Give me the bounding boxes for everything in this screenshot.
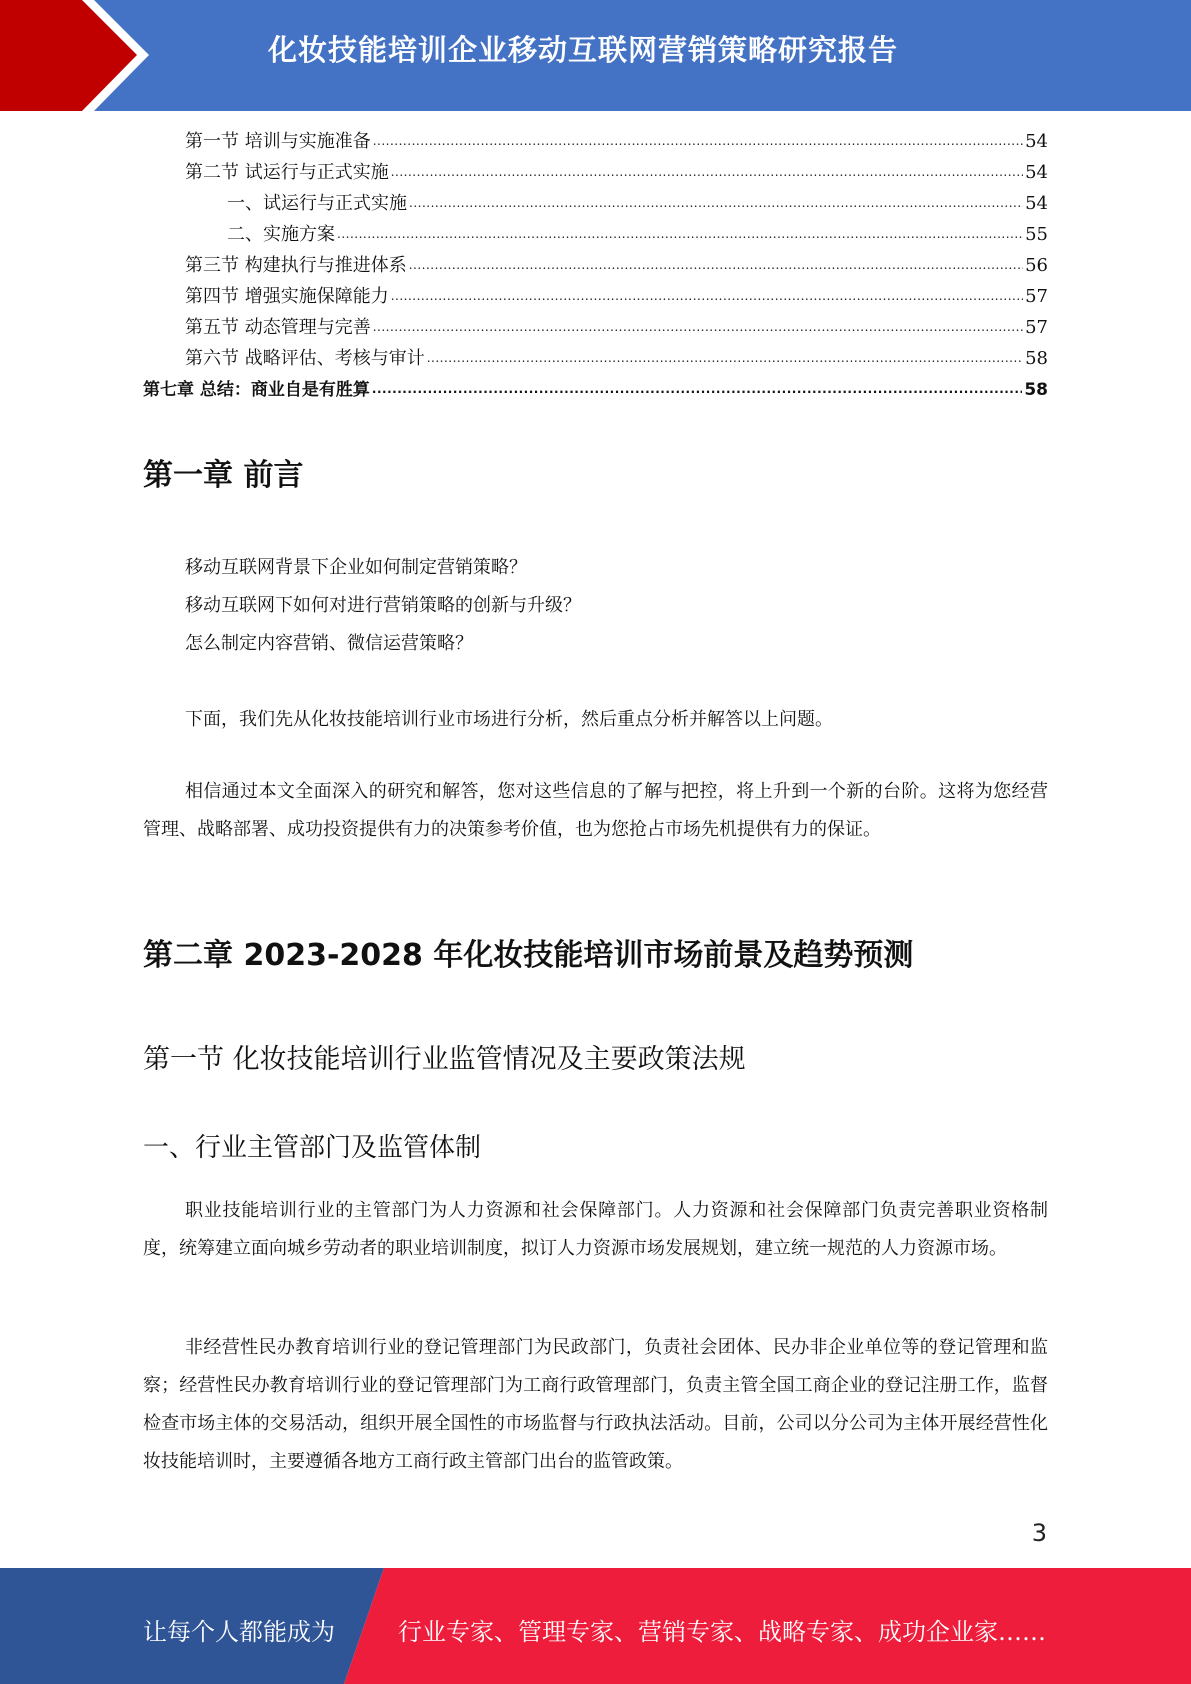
closing-paragraph: 相信通过本文全面深入的研究和解答，您对这些信息的了解与把控，将上升到一个新的台阶。这将为您经营管理、战略部署、成功投资提供有力的决策参考价值，也为您抢占市场先机提供有力的保证。 — [143, 781, 1048, 840]
paragraph-supervision-2: 非经营性民办教育培训行业的登记管理部门为民政部门，负责社会团体、民办非企业单位等的登记管理和监察；经营性民办教育培训行业的登记管理部门为工商行政管理部门，负责主管全国工商企业的登记注册工作，监督检查市场主体的交易活动，组织开展全国性的市场监督与行政执法活动。目前，公司以分公司为主体开展经营性化妆技能培训时，主要遵循各地方工商行政主管部门出台的监管政策。 — [143, 1337, 1048, 1472]
toc-dot-leader — [409, 255, 1023, 275]
toc-entry-page: 58 — [1024, 380, 1048, 400]
toc-entry[interactable] — [143, 313, 1048, 344]
toc-entry-label: 第三节 构建执行与推进体系 — [185, 255, 407, 276]
toc-dot-leader — [373, 317, 1023, 337]
toc-entry-page: 58 — [1025, 348, 1048, 369]
question-3: 怎么制定内容营销、微信运营策略？ — [185, 633, 473, 654]
toc-entry-label: 第五节 动态管理与完善 — [185, 317, 371, 338]
toc-entry-label: 第一节 培训与实施准备 — [185, 131, 371, 152]
toc-entry-label: 第六节 战略评估、考核与审计 — [185, 348, 425, 369]
chapter-2-title: 第二章 2023-2028 年化妆技能培训市场前景及趋势预测 — [143, 938, 914, 973]
intro-paragraph: 下面，我们先从化妆技能培训行业市场进行分析，然后重点分析并解答以上问题。 — [185, 709, 833, 730]
toc-entry[interactable] — [143, 158, 1048, 189]
toc-entry-page: 55 — [1025, 224, 1048, 245]
toc-entry-label: 第四节 增强实施保障能力 — [185, 286, 389, 307]
footer-band — [0, 1568, 1191, 1684]
question-1: 移动互联网背景下企业如何制定营销策略？ — [185, 557, 527, 578]
toc-entry-label: 第七章 总结：商业自是有胜算 — [143, 380, 370, 400]
toc-entry[interactable] — [143, 375, 1048, 406]
toc-dot-leader — [391, 162, 1023, 182]
toc-entry[interactable] — [143, 189, 1048, 220]
toc-dot-leader — [427, 348, 1023, 368]
toc-entry[interactable] — [143, 220, 1048, 251]
toc-dot-leader — [391, 286, 1023, 306]
toc-entry-label: 第二节 试运行与正式实施 — [185, 162, 389, 183]
subsection-1-title: 一、行业主管部门及监管体制 — [143, 1133, 482, 1163]
chapter-1-title: 第一章 前言 — [143, 458, 304, 493]
table-of-contents — [143, 127, 1048, 406]
header-band — [0, 0, 1191, 111]
toc-dot-leader — [409, 193, 1023, 213]
toc-entry-page: 54 — [1025, 193, 1048, 214]
toc-entry-label: 二、实施方案 — [227, 224, 335, 245]
toc-entry-page: 57 — [1025, 286, 1048, 307]
toc-entry-page: 56 — [1025, 255, 1048, 276]
toc-dot-leader — [373, 131, 1023, 151]
toc-entry[interactable] — [143, 127, 1048, 158]
section-1-title: 第一节 化妆技能培训行业监管情况及主要政策法规 — [143, 1044, 746, 1075]
page-number: 3 — [1031, 1519, 1047, 1547]
toc-entry[interactable] — [143, 282, 1048, 313]
question-2: 移动互联网下如何对进行营销策略的创新与升级？ — [185, 595, 581, 616]
footer-slogan-right: 行业专家、管理专家、营销专家、战略专家、成功企业家…… — [398, 1618, 1046, 1646]
toc-entry-page: 54 — [1025, 162, 1048, 183]
toc-dot-leader — [337, 224, 1023, 244]
paragraph-supervision-1: 职业技能培训行业的主管部门为人力资源和社会保障部门。人力资源和社会保障部门负责完善职业资格制度，统筹建立面向城乡劳动者的职业培训制度，拟订人力资源市场发展规划，建立统一规范的人力资源市场。 — [143, 1200, 1048, 1259]
toc-entry[interactable] — [143, 251, 1048, 282]
footer-slogan-left: 让每个人都能成为 — [143, 1618, 335, 1646]
toc-entry-label: 一、试运行与正式实施 — [227, 193, 407, 214]
toc-entry-page: 57 — [1025, 317, 1048, 338]
toc-entry-page: 54 — [1025, 131, 1048, 152]
toc-entry[interactable] — [143, 344, 1048, 375]
toc-dot-leader — [372, 379, 1022, 399]
document-title: 化妆技能培训企业移动互联网营销策略研究报告 — [268, 33, 899, 67]
